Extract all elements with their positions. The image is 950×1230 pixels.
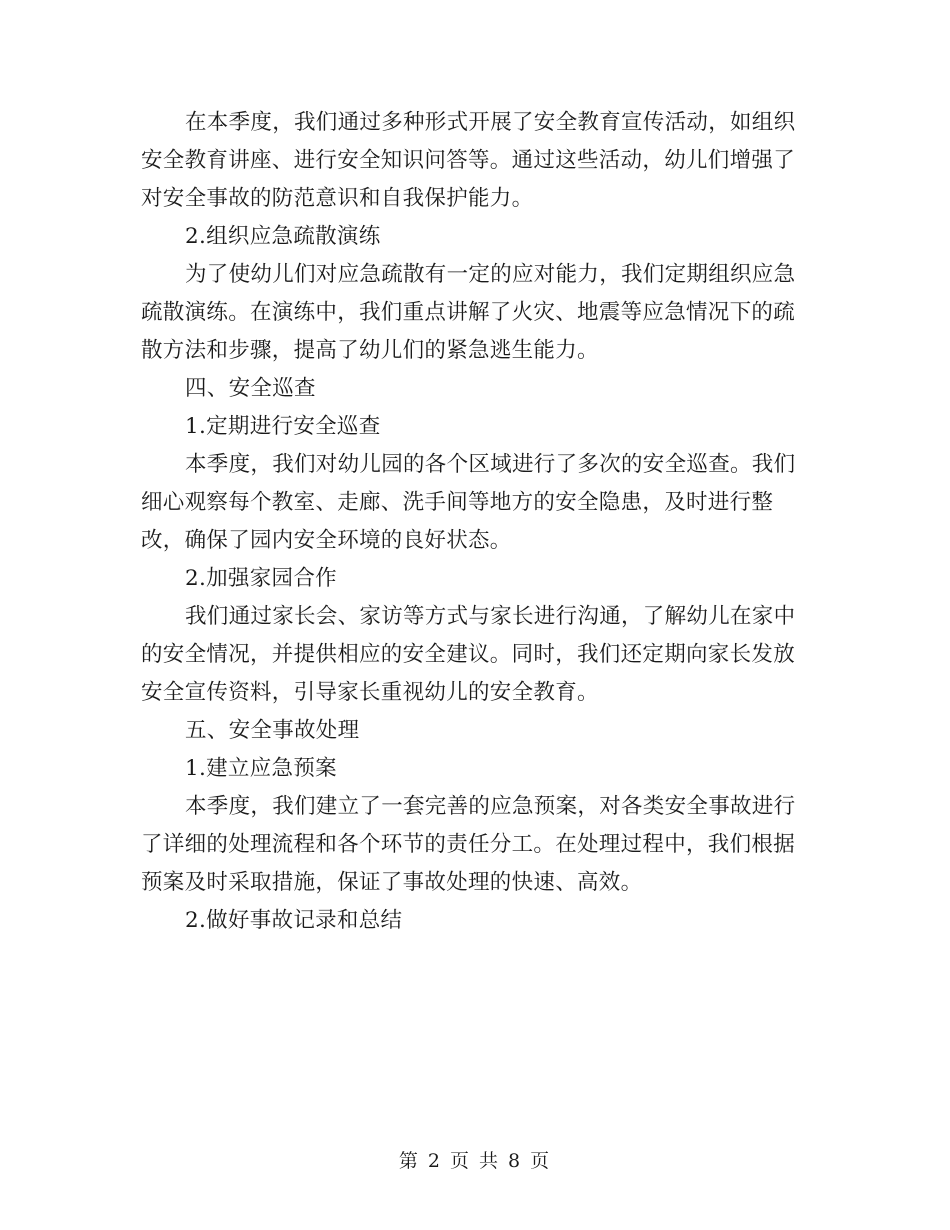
paragraph-line: 改，确保了园内安全环境的良好状态。 [141, 528, 512, 553]
paragraph-line: 细心观察每个教室、走廊、洗手间等地方的安全隐患，及时进行整 [141, 490, 774, 515]
paragraph-line: 安全教育讲座、进行安全知识问答等。通过这些活动，幼儿们增强了 [141, 148, 796, 173]
paragraph-line: 疏散演练。在演练中，我们重点讲解了火灾、地震等应急情况下的疏 [141, 300, 796, 325]
subheading: 2.组织应急疏散演练 [185, 224, 381, 249]
paragraph-line: 预案及时采取措施，保证了事故处理的快速、高效。 [141, 870, 643, 895]
subheading: 2.加强家园合作 [185, 566, 337, 591]
paragraph-line: 本季度，我们建立了一套完善的应急预案，对各类安全事故进行 [185, 794, 796, 819]
subheading: 2.做好事故记录和总结 [185, 908, 403, 933]
section-heading: 五、安全事故处理 [185, 718, 360, 743]
subheading: 1.建立应急预案 [185, 756, 337, 781]
paragraph-line: 在本季度，我们通过多种形式开展了安全教育宣传活动，如组织 [185, 110, 796, 135]
paragraph-line: 本季度，我们对幼儿园的各个区域进行了多次的安全巡查。我们 [185, 452, 796, 477]
page-number-footer: 第 2 页 共 8 页 [398, 1150, 552, 1172]
section-heading: 四、安全巡查 [185, 376, 316, 401]
document-body [141, 104, 809, 940]
paragraph-line: 为了使幼儿们对应急疏散有一定的应对能力，我们定期组织应急 [185, 262, 796, 287]
paragraph-line: 安全宣传资料，引导家长重视幼儿的安全教育。 [141, 680, 599, 705]
subheading: 1.定期进行安全巡查 [185, 414, 381, 439]
paragraph-line: 了详细的处理流程和各个环节的责任分工。在处理过程中，我们根据 [141, 832, 796, 857]
paragraph-line: 的安全情况，并提供相应的安全建议。同时，我们还定期向家长发放 [141, 642, 796, 667]
paragraph-line: 散方法和步骤，提高了幼儿们的紧急逃生能力。 [141, 338, 599, 363]
paragraph-line: 对安全事故的防范意识和自我保护能力。 [141, 186, 534, 211]
paragraph-line: 我们通过家长会、家访等方式与家长进行沟通，了解幼儿在家中 [185, 604, 796, 629]
